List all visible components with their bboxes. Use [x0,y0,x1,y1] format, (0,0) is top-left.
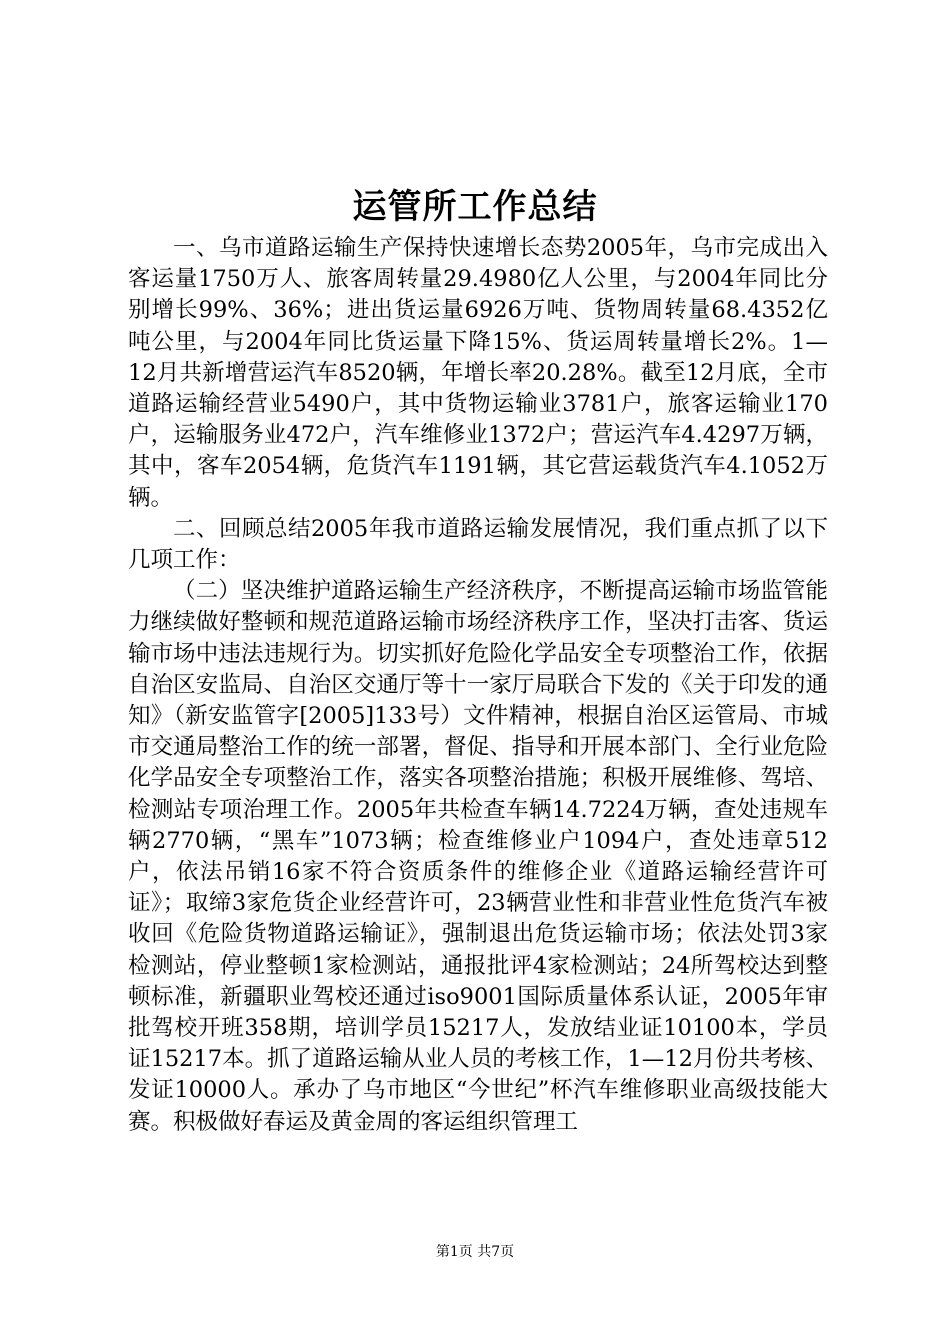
document-title: 运管所工作总结 [352,187,598,227]
paragraph-3: （二）坚决维护道路运输生产经济秩序，不断提高运输市场监管能力继续做好整顿和规范道路运输市场经济秩序工作，坚决打击客、货运输市场中违法违规行为。切实抓好危险化学品安全专项整治工作，依据自治区安监局、自治区交通厅等十一家厅局联合下发的《关于印发的通知》（新安监管字[2005]133号）文件精神，根据自治区运管局、市城市交通局整治工作的统一部署，督促、指导和开展本部门、全行业危险化学品安全专项整治工作，落实各项整治措施；积极开展维修、驾培、检测站专项治理工作。2005年共检查车辆14.7224万辆，查处违规车辆2770辆，“黑车”1073辆；检查维修业户1094户，查处违章512户，依法吊销16家不符合资质条件的维修企业《道路运输经营许可证》；取缔3家危货企业经营许可，23辆营业性和非营业性危货汽车被收回《危险货物道路运输证》，强制退出危货运输市场；依法处罚3家检测站，停业整顿1家检测站，通报批评4家检测站；24所驾校达到整顿标准，新疆职业驾校还通过iso9001国际质量体系认证，2005年审批驾校开班358期，培训学员15217人，发放结业证10100本，学员证15217本。抓了道路运输从业人员的考核工作，1—12月份共考核、发证10000人。承办了乌市地区“今世纪”杯汽车维修职业高级技能大赛。积极做好春运及黄金周的客运组织管理工 [128,578,828,1135]
document-body [128,233,828,1138]
page-indicator: 第1页 共7页 [435,1244,515,1260]
paragraph-2: 二、回顾总结2005年我市道路运输发展情况，我们重点抓了以下几项工作： [128,515,828,574]
paragraph-1: 一、乌市道路运输生产保持快速增长态势2005年，乌市完成出入客运量1750万人、旅客周转量29.4980亿人公里，与2004年同比分别增长99%、36%；进出货运量6926万吨、货物周转量68.4352亿吨公里，与2004年同比货运量下降15%、货运周转量增长2%。1—12月共新增营运汽车8520辆，年增长率20.28%。截至12月底，全市道路运输经营业5490户，其中货物运输业3781户，旅客运输业170户，运输服务业472户，汽车维修业1372户；营运汽车4.4297万辆，其中，客车2054辆，危货汽车1191辆，其它营运载货汽车4.1052万辆。 [128,235,828,511]
